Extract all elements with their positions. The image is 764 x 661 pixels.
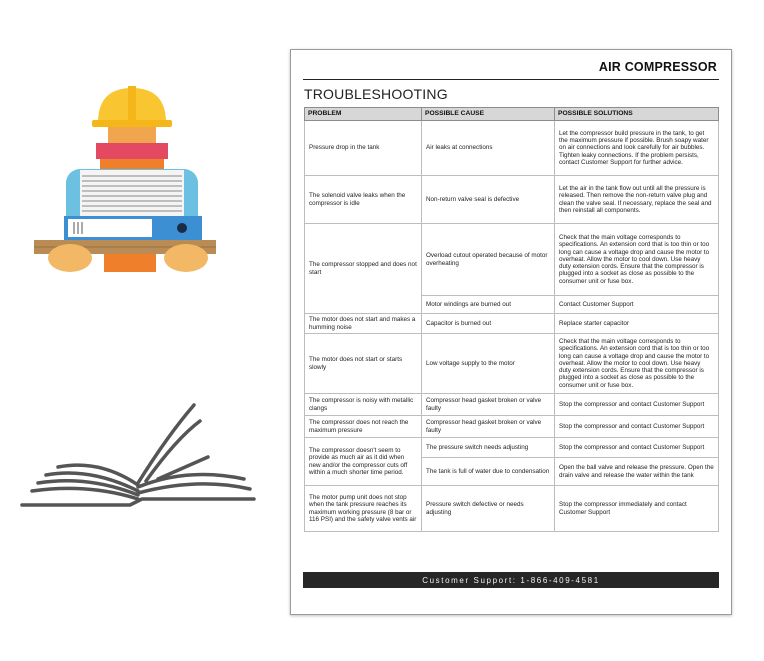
document-title: AIR COMPRESSOR xyxy=(598,60,717,74)
table-row xyxy=(305,394,719,416)
cause-cell: Compressor head gasket broken or valve faulty xyxy=(422,394,555,416)
problem-cell: The compressor is noisy with metallic clangs xyxy=(305,394,422,416)
solution-cell: Stop the compressor and contact Customer Support xyxy=(555,416,719,438)
customer-support-footer: Customer Support: 1-866-409-4581 xyxy=(303,572,719,588)
stacked-manuals-with-hardhat-illustration xyxy=(30,80,220,280)
cause-cell: The tank is full of water due to condensation xyxy=(422,458,555,486)
troubleshooting-table xyxy=(304,107,719,532)
solution-cell: Replace starter capacitor xyxy=(555,314,719,334)
problem-cell: The motor does not start and makes a humming noise xyxy=(305,314,422,334)
open-book-icon xyxy=(18,395,258,515)
table-row xyxy=(305,176,719,224)
solution-cell: Stop the compressor and contact Customer Support xyxy=(555,394,719,416)
problem-cell: The solenoid valve leaks when the compressor is idle xyxy=(305,176,422,224)
problem-cell: The compressor doesn't seem to provide as much air as it did when new and/or the compressor cuts off within a much shorter time period. xyxy=(305,438,422,486)
problem-cell: The compressor stopped and does not start xyxy=(305,224,422,314)
table-row xyxy=(305,224,719,296)
solution-cell: Open the ball valve and release the pressure. Open the drain valve and release the water within the tank xyxy=(555,458,719,486)
problem-cell: The compressor does not reach the maximum pressure xyxy=(305,416,422,438)
column-header-problem: PROBLEM xyxy=(305,108,422,121)
table-row xyxy=(305,334,719,394)
column-header-cause: POSSIBLE CAUSE xyxy=(422,108,555,121)
table-row xyxy=(305,438,719,458)
problem-cell: Pressure drop in the tank xyxy=(305,121,422,176)
column-header-solutions: POSSIBLE SOLUTIONS xyxy=(555,108,719,121)
table-row xyxy=(305,314,719,334)
problem-cell: The motor does not start or starts slowly xyxy=(305,334,422,394)
cause-cell: Pressure switch defective or needs adjusting xyxy=(422,486,555,532)
table-row xyxy=(305,486,719,532)
table-row xyxy=(305,121,719,176)
cause-cell: The pressure switch needs adjusting xyxy=(422,438,555,458)
troubleshooting-page xyxy=(290,49,732,615)
solution-cell: Contact Customer Support xyxy=(555,296,719,314)
solution-cell: Let the compressor build pressure in the tank, to get the maximum pressure if possible. Brush soapy water on air connections and look carefully for air bubbles. Tighten leaky connections. If the problem persists, contact Customer Support for further advice. xyxy=(555,121,719,176)
cause-cell: Low voltage supply to the motor xyxy=(422,334,555,394)
cause-cell: Motor windings are burned out xyxy=(422,296,555,314)
table-row xyxy=(305,416,719,438)
cause-cell: Overload cutout operated because of motor overheating xyxy=(422,224,555,296)
problem-cell: The motor pump unit does not stop when the tank pressure reaches its maximum working pressure (8 bar or 116 PSI) and the safety valve vents air xyxy=(305,486,422,532)
table-header-row xyxy=(305,108,719,121)
cause-cell: Air leaks at connections xyxy=(422,121,555,176)
solution-cell: Stop the compressor and contact Customer Support xyxy=(555,438,719,458)
cause-cell: Compressor head gasket broken or valve faulty xyxy=(422,416,555,438)
solution-cell: Stop the compressor immediately and contact Customer Support xyxy=(555,486,719,532)
cause-cell: Non-return valve seal is defective xyxy=(422,176,555,224)
section-title: TROUBLESHOOTING xyxy=(304,86,448,102)
solution-cell: Let the air in the tank flow out until all the pressure is released. Then remove the non-return valve plug and clean the valve seal. If necessary, replace the seal and then reinstall all components. xyxy=(555,176,719,224)
solution-cell: Check that the main voltage corresponds to specifications. An extension cord that is too thin or too long can cause a voltage drop and cause the motor to overheat. Allow the motor to cool down. Use heavy duty extension cords. Ensure that the compressor is plugged into a socket as close as possible to the consumer unit or fuse box. xyxy=(555,224,719,296)
title-divider xyxy=(303,79,719,80)
solution-cell: Check that the main voltage corresponds to specifications. An extension cord that is too thin or too long can cause a voltage drop and cause the motor to overheat. Allow the motor to cool down. Use heavy duty extension cords. Ensure that the compressor is plugged into a socket as close as possible to the consumer unit or fuse box. xyxy=(555,334,719,394)
cause-cell: Capacitor is burned out xyxy=(422,314,555,334)
